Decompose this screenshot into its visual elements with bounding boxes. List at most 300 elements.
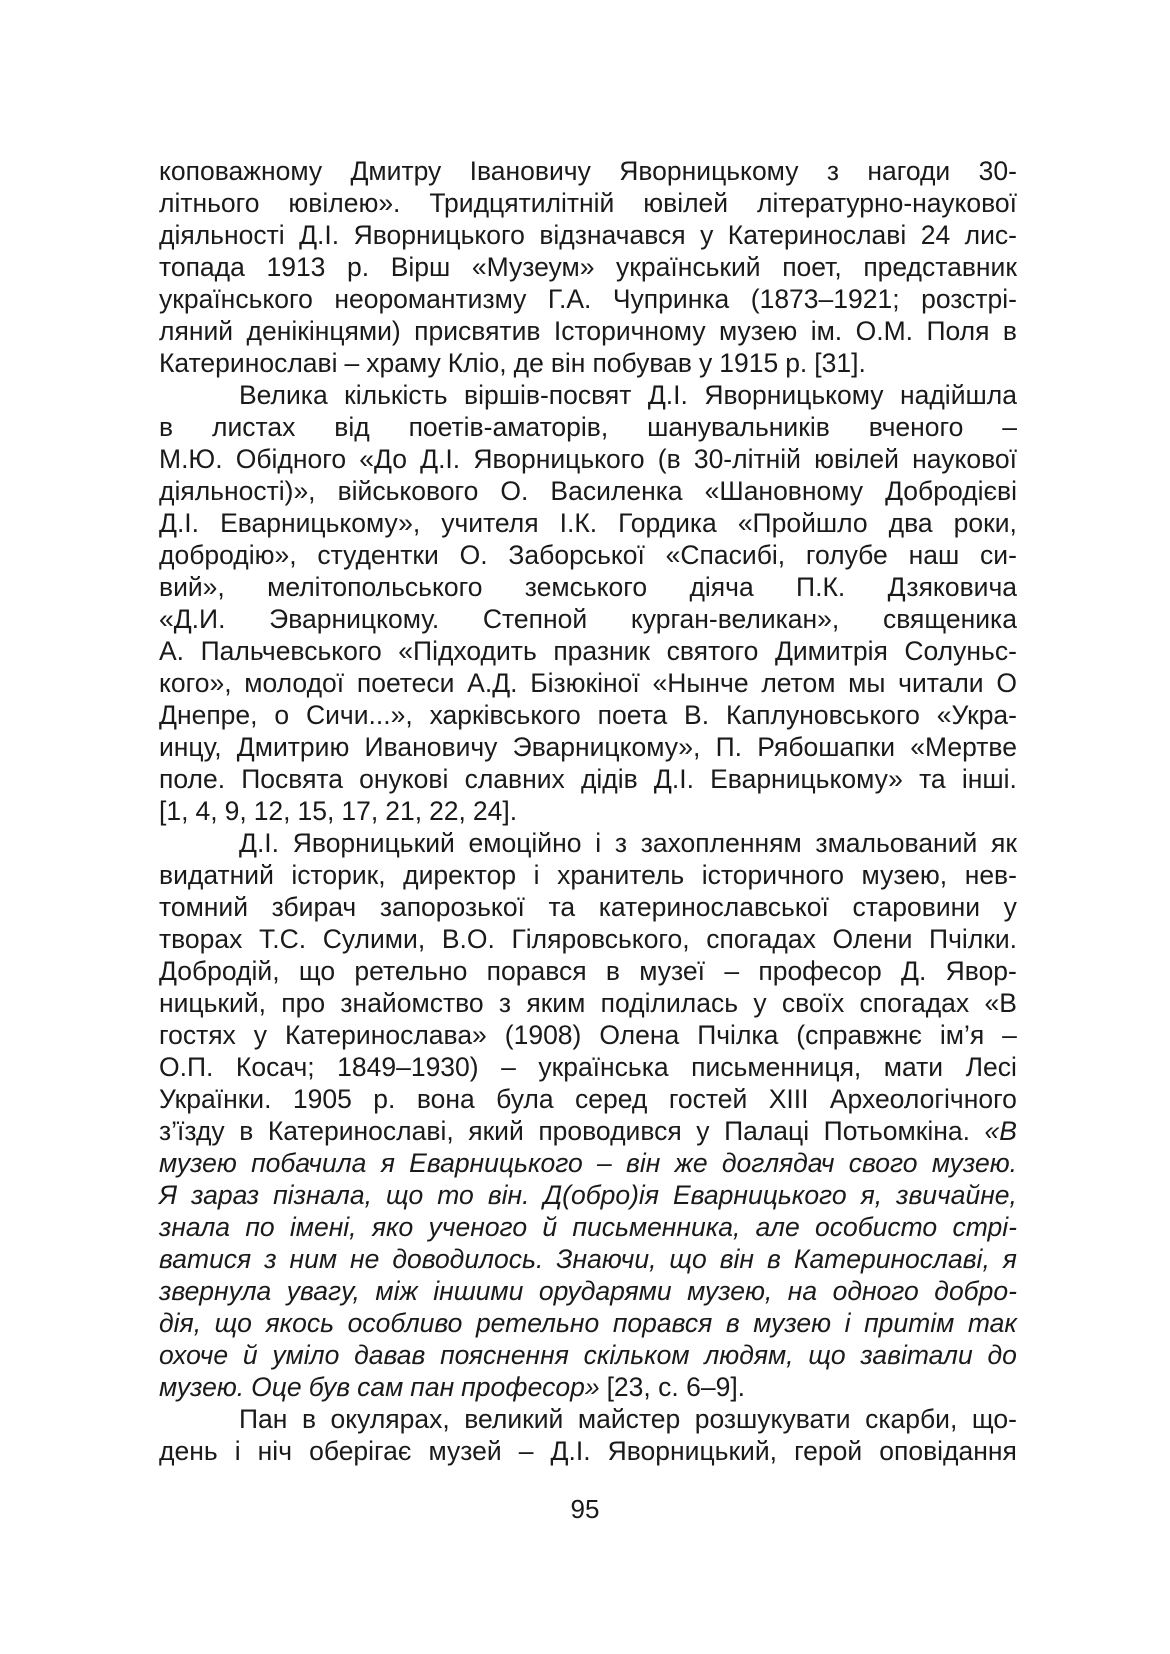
word: добро- xyxy=(934,1276,1017,1306)
word: та xyxy=(919,764,946,794)
word: листах xyxy=(211,412,296,442)
word: Яворницький, xyxy=(607,1436,778,1466)
word: одного xyxy=(832,1276,919,1306)
word: він xyxy=(719,1244,755,1274)
word: захопленням xyxy=(640,828,802,858)
word: читали xyxy=(898,668,984,698)
page-number: 95 xyxy=(570,1494,600,1524)
word: кого», xyxy=(159,668,232,698)
word: у xyxy=(698,348,713,378)
word: «Мертве xyxy=(910,732,1017,762)
word: – xyxy=(597,1148,612,1178)
text-line xyxy=(159,219,1017,251)
word: Д.І. xyxy=(299,220,340,250)
word: «Підходить xyxy=(398,636,537,666)
word: запорозької xyxy=(379,892,525,922)
word: нагоди xyxy=(867,156,951,186)
word: великий xyxy=(464,1404,564,1434)
word: скільком xyxy=(583,1340,690,1370)
word: музею. xyxy=(159,1372,245,1402)
word: літнього xyxy=(159,188,260,218)
word: мелітопольського xyxy=(267,572,483,602)
word: у xyxy=(1003,892,1017,922)
text-line xyxy=(159,443,1017,475)
text-line xyxy=(159,763,1017,795)
word: о xyxy=(274,700,290,730)
word: голубе xyxy=(805,540,888,570)
word: та xyxy=(548,892,576,922)
word: В.О. xyxy=(441,924,495,954)
word: яким xyxy=(526,988,586,1018)
word: Сичи...», xyxy=(305,700,413,730)
word: си- xyxy=(980,540,1017,570)
word: іншими xyxy=(433,1276,524,1306)
word: онукові xyxy=(359,764,449,794)
word: инцу, xyxy=(159,732,222,762)
word: українська xyxy=(538,1052,669,1082)
text-line xyxy=(159,731,1017,763)
word: летом xyxy=(761,668,836,698)
word: в xyxy=(767,1244,781,1274)
word: день xyxy=(159,1436,218,1466)
word: й xyxy=(542,1212,558,1242)
word: Тридцятилітній xyxy=(429,188,615,218)
word: на xyxy=(787,1276,818,1306)
word: неоромантизму xyxy=(334,284,527,314)
word: уміло xyxy=(272,1340,340,1370)
word: історичного xyxy=(701,860,845,890)
word: доглядач xyxy=(721,1148,835,1178)
word: увагу, xyxy=(286,1276,360,1306)
word: Катеринославі, xyxy=(267,1116,454,1146)
word: Пчілка xyxy=(697,1020,779,1050)
word: Гіляровського, xyxy=(511,924,690,954)
word: він xyxy=(550,348,586,378)
word: (справжнє xyxy=(796,1020,922,1050)
text-line xyxy=(159,955,1017,987)
word: й xyxy=(242,1340,258,1370)
word: у xyxy=(253,1020,268,1050)
word: в xyxy=(239,1116,254,1146)
text-line xyxy=(159,507,1017,539)
word: ім. xyxy=(810,316,843,346)
body-text xyxy=(159,155,1017,1467)
word: Солуньс- xyxy=(904,636,1017,666)
word: старовини xyxy=(852,892,981,922)
word: пан xyxy=(410,1372,455,1402)
word: професор» xyxy=(461,1372,600,1402)
word: поет, xyxy=(782,252,842,282)
word: сам xyxy=(357,1372,404,1402)
word: що xyxy=(808,1340,846,1370)
word: Г.А. xyxy=(547,284,592,314)
word: 24]. xyxy=(472,796,518,826)
word: – xyxy=(501,1052,516,1082)
word: то xyxy=(437,1180,474,1210)
word: «Укра- xyxy=(936,700,1017,730)
word: в xyxy=(159,412,174,442)
text-line xyxy=(159,667,1017,699)
word: (в xyxy=(657,444,681,474)
word: поетеси xyxy=(356,668,455,698)
word: «До xyxy=(359,444,407,474)
word: «В xyxy=(984,1116,1017,1146)
word: Эварницкому», xyxy=(512,732,701,762)
word: Катеринослава» xyxy=(285,1020,487,1050)
word: ніч xyxy=(257,1436,293,1466)
word: Пальчевського xyxy=(200,636,382,666)
word: Яворницького xyxy=(473,444,645,474)
word: ювілей xyxy=(643,188,729,218)
word: у xyxy=(753,988,767,1018)
word: славних xyxy=(464,764,565,794)
word: письменниця, xyxy=(691,1052,862,1082)
word: Поля xyxy=(926,316,990,346)
word: шанувальників xyxy=(647,412,830,442)
word: – xyxy=(518,1436,534,1466)
word: гостей xyxy=(668,1084,748,1114)
text-line xyxy=(159,1179,1017,1211)
word: порався xyxy=(486,956,587,986)
text-line xyxy=(159,411,1017,443)
word: розшукувати xyxy=(694,1404,851,1434)
word: серед xyxy=(575,1084,648,1114)
word: в xyxy=(605,956,620,986)
word: Косач; xyxy=(235,1052,315,1082)
word: про xyxy=(281,988,326,1018)
word: Эварницкому. xyxy=(269,604,440,634)
word: і xyxy=(595,828,602,858)
word: не xyxy=(350,1244,380,1274)
word: музею xyxy=(159,1148,237,1178)
text-line xyxy=(159,379,1017,411)
text-line xyxy=(159,1115,1017,1147)
word: лис- xyxy=(964,220,1017,250)
word: 12, xyxy=(253,796,291,826)
word: Дмитрию xyxy=(236,732,350,762)
word: у xyxy=(696,1116,710,1146)
word: між xyxy=(375,1276,418,1306)
word: 17, xyxy=(341,796,379,826)
word: денікінцями) xyxy=(246,316,401,346)
word: українського xyxy=(159,284,313,314)
word: Кліо, xyxy=(447,348,507,378)
word: О xyxy=(996,668,1017,698)
word: Д.І. xyxy=(550,1436,591,1466)
word: два xyxy=(888,508,933,538)
word: особисто xyxy=(815,1212,938,1242)
word: Д(обро)ія xyxy=(543,1180,659,1210)
word: оповідання xyxy=(879,1436,1017,1466)
word: я xyxy=(1002,1244,1017,1274)
word: знайомство xyxy=(340,988,484,1018)
text-line xyxy=(159,635,1017,667)
word: майстер xyxy=(577,1404,681,1434)
text-line xyxy=(159,795,1017,827)
citation: [23, с. 6–9]. xyxy=(606,1372,746,1402)
word: р. xyxy=(373,1084,396,1114)
word: ученого xyxy=(428,1212,528,1242)
word: яко xyxy=(371,1212,414,1242)
word: від xyxy=(334,412,370,442)
text-line xyxy=(159,155,1017,187)
word: О.М. xyxy=(855,316,914,346)
word: розстрі- xyxy=(921,284,1017,314)
word: святого xyxy=(666,636,759,666)
text-line xyxy=(159,1051,1017,1083)
word: порався xyxy=(612,1308,713,1338)
word: Гордика xyxy=(618,508,717,538)
word: ретельно xyxy=(475,1308,600,1338)
word: 15, xyxy=(297,796,335,826)
word: 30- xyxy=(978,156,1017,186)
word: Т.С. xyxy=(259,924,307,954)
text-line xyxy=(159,539,1017,571)
word: побував xyxy=(592,348,692,378)
word: що xyxy=(214,1308,252,1338)
word: Я xyxy=(159,1180,178,1210)
word: «В xyxy=(984,988,1017,1018)
word: священика xyxy=(882,604,1017,634)
word: в xyxy=(725,1308,740,1338)
word: А.Д. xyxy=(467,668,518,698)
word: поділилась xyxy=(600,988,739,1018)
word: Еварницького xyxy=(409,1148,583,1178)
word: що- xyxy=(971,1404,1017,1434)
word: добродію», xyxy=(159,540,297,570)
word: звернула xyxy=(159,1276,272,1306)
word: оберігає xyxy=(309,1436,412,1466)
word: герой xyxy=(794,1436,863,1466)
word: з xyxy=(498,988,512,1018)
word: Каплуновського xyxy=(725,700,920,730)
word: де xyxy=(513,348,544,378)
word: спогадах xyxy=(706,924,816,954)
word: в xyxy=(301,1404,317,1434)
text-line xyxy=(159,571,1017,603)
word: знала xyxy=(159,1212,231,1242)
word: Українки. xyxy=(159,1084,272,1114)
word: 4, xyxy=(195,796,218,826)
word: вченого xyxy=(868,412,964,442)
word: Лесі xyxy=(965,1052,1017,1082)
word: з xyxy=(614,828,627,858)
word: роки, xyxy=(953,508,1017,538)
word: ним xyxy=(289,1244,338,1274)
word: пізнала, xyxy=(273,1180,372,1210)
word: але xyxy=(755,1212,800,1242)
word: учителя xyxy=(441,508,539,538)
word: 21, xyxy=(385,796,423,826)
text-line xyxy=(159,1371,1017,1403)
word: у xyxy=(700,220,714,250)
text-line xyxy=(159,987,1017,1019)
word: М.Ю. xyxy=(159,444,223,474)
word: Історичному xyxy=(553,316,706,346)
word: що xyxy=(298,956,336,986)
word: Пчілки. xyxy=(929,924,1017,954)
word: віршів-посвят xyxy=(464,380,632,410)
word: ретельно xyxy=(354,956,468,986)
word: А. xyxy=(159,636,185,666)
word: «Нынче xyxy=(652,668,749,698)
text-line xyxy=(159,251,1017,283)
word: О. xyxy=(500,476,529,506)
word: проводився xyxy=(538,1116,682,1146)
word: завітали xyxy=(860,1340,973,1370)
word: 24 xyxy=(920,220,951,250)
word: притім xyxy=(864,1308,955,1338)
word: музею, xyxy=(687,1276,773,1306)
word: – xyxy=(344,348,360,378)
word: Добродієві xyxy=(885,476,1017,506)
word: Обідного xyxy=(235,444,347,474)
word: нев- xyxy=(964,860,1017,890)
text-line xyxy=(159,1147,1017,1179)
word: вий», xyxy=(159,572,225,602)
word: Посвята xyxy=(241,764,343,794)
word: Еварницького xyxy=(673,1180,847,1210)
word: військового xyxy=(337,476,479,506)
word: [31]. xyxy=(814,348,866,378)
word: В. xyxy=(684,700,710,730)
word: ницький, xyxy=(159,988,266,1018)
text-line xyxy=(159,187,1017,219)
word: храму xyxy=(366,348,441,378)
word: спогадах xyxy=(859,988,970,1018)
word: 1913 xyxy=(266,252,326,282)
text-line xyxy=(159,283,1017,315)
word: Явор- xyxy=(945,956,1017,986)
word: директор xyxy=(403,860,517,890)
word: «Д.И. xyxy=(159,604,226,634)
word: і xyxy=(533,860,540,890)
text-line xyxy=(159,1019,1017,1051)
word: земського xyxy=(524,572,648,602)
word: давав xyxy=(354,1340,426,1370)
word: Яворницький xyxy=(292,828,455,858)
word: гостях xyxy=(159,1020,236,1050)
word: охоче xyxy=(159,1340,229,1370)
word: Знаючи, xyxy=(556,1244,657,1274)
word: Д.І. xyxy=(647,380,688,410)
word: творах xyxy=(159,924,243,954)
word: присвятив xyxy=(414,316,541,346)
text-line xyxy=(159,859,1017,891)
word: Д.І. xyxy=(420,444,461,474)
word: Бізюкіної xyxy=(530,668,640,698)
word: діяльності xyxy=(159,220,285,250)
word: Яворницькому xyxy=(704,380,884,410)
word: Дзяковича xyxy=(887,572,1017,602)
word: музею, xyxy=(861,860,948,890)
word: дія, xyxy=(159,1308,202,1338)
word: (1908) xyxy=(504,1020,582,1050)
word: свого xyxy=(848,1148,918,1178)
word: Олена xyxy=(599,1020,680,1050)
word: молодої xyxy=(244,668,345,698)
word: Василенка xyxy=(550,476,683,506)
word: він xyxy=(626,1148,661,1178)
word: орударями xyxy=(538,1276,672,1306)
word: історик, xyxy=(291,860,386,890)
word: 9, xyxy=(224,796,247,826)
word: до xyxy=(987,1340,1017,1370)
word: топада xyxy=(159,252,245,282)
word: ювілей xyxy=(814,444,899,474)
word: що xyxy=(669,1244,707,1274)
word: побачила xyxy=(251,1148,367,1178)
text-line xyxy=(159,891,1017,923)
word: вона xyxy=(416,1084,475,1114)
word: Д. xyxy=(901,956,927,986)
word: «Музеум» xyxy=(471,252,595,282)
text-line xyxy=(159,475,1017,507)
word: Д.І. xyxy=(159,508,200,538)
word: відзначався xyxy=(539,220,686,250)
text-line xyxy=(159,699,1017,731)
word: якось xyxy=(265,1308,335,1338)
word: Катеринославі xyxy=(727,220,907,250)
word: [1, xyxy=(159,796,189,826)
word: звичайне, xyxy=(896,1180,1017,1210)
word: діяльності)», xyxy=(159,476,316,506)
word: Чупринка xyxy=(612,284,730,314)
text-line xyxy=(159,923,1017,955)
word: мати xyxy=(883,1052,944,1082)
text-line xyxy=(159,1435,1017,1467)
word: ватися xyxy=(159,1244,252,1274)
word: зараз xyxy=(191,1180,260,1210)
word: Вірш xyxy=(390,252,451,282)
word: Еварницькому», xyxy=(220,508,421,538)
text-line xyxy=(159,315,1017,347)
word: І.К. xyxy=(559,508,598,538)
word: письменника, xyxy=(572,1212,741,1242)
word: емоційно xyxy=(468,828,582,858)
word: р. xyxy=(347,252,370,282)
word: Заборської xyxy=(508,540,645,570)
word: Еварницькому» xyxy=(710,764,903,794)
word: Археологічного xyxy=(829,1084,1017,1114)
word: Д.І. xyxy=(239,828,280,858)
word: ювілею». xyxy=(288,188,401,218)
word: наш xyxy=(908,540,960,570)
word: і xyxy=(844,1308,851,1338)
word: представник xyxy=(863,252,1017,282)
word: він. xyxy=(487,1180,530,1210)
word: професор xyxy=(758,956,882,986)
word: студентки xyxy=(317,540,439,570)
word: Д.І. xyxy=(653,764,694,794)
word: Івановичу xyxy=(469,156,591,186)
word: 1915 xyxy=(719,348,779,378)
word: з xyxy=(826,156,839,186)
word: як xyxy=(991,828,1017,858)
text-line xyxy=(159,1211,1017,1243)
word: Рябошапки xyxy=(757,732,896,762)
word: так xyxy=(967,1308,1017,1338)
word: літературно-наукової xyxy=(757,188,1017,218)
word: Пан xyxy=(239,1404,288,1434)
word: мы xyxy=(848,668,886,698)
word: я xyxy=(380,1148,395,1178)
word: окулярах, xyxy=(330,1404,450,1434)
word: празник xyxy=(553,636,651,666)
word: в xyxy=(1002,316,1017,346)
word: Катеринославі, xyxy=(793,1244,990,1274)
word: музею xyxy=(753,1308,832,1338)
